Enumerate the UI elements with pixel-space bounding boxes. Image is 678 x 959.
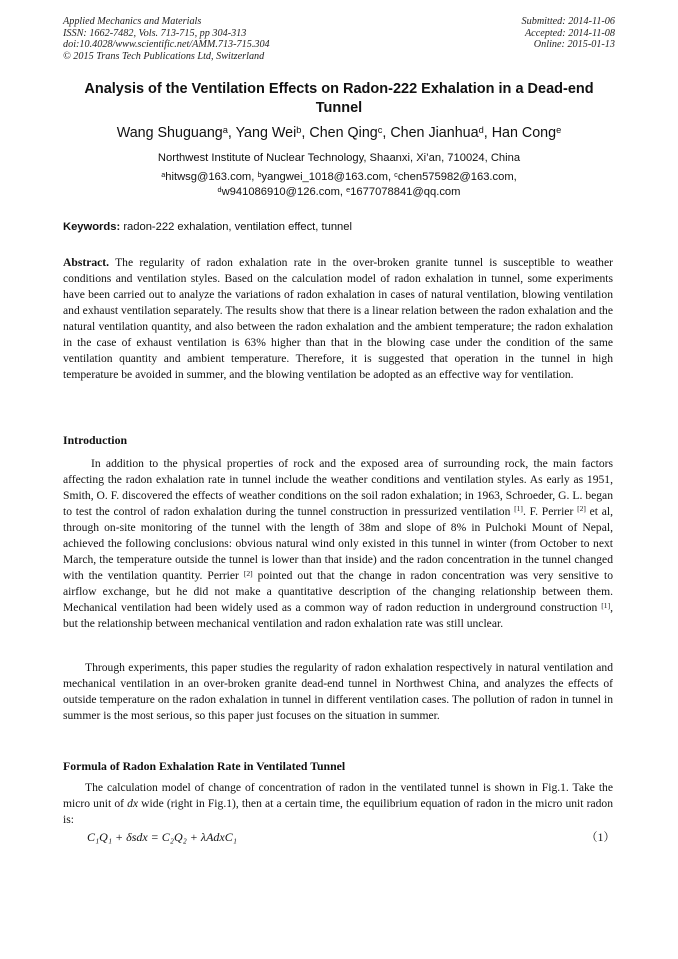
introduction-paragraph-1 xyxy=(63,456,613,633)
author-mark: c xyxy=(377,124,383,135)
submission-dates xyxy=(522,16,615,51)
author-mark: e xyxy=(556,124,562,135)
email-address[interactable]: hitwsg@163.com xyxy=(165,171,252,183)
introduction-heading: Introduction xyxy=(63,433,128,447)
date-online: Online: 2015-01-13 xyxy=(533,39,615,51)
author-name: Wang Shuguang xyxy=(116,125,223,141)
citation[interactable]: [1] xyxy=(601,600,611,610)
journal-copyright: © 2015 Trans Tech Publications Ltd, Switzerland xyxy=(63,50,265,62)
journal-doi: doi:10.4028/www.scientific.net/AMM.713-715.304 xyxy=(63,39,270,51)
formula-text: The calculation model of change of concentration of radon in the ventilated tunnel is shown in Fig.1. Take the micro unit of xyxy=(63,781,613,811)
date-accepted: Accepted: 2014-11-08 xyxy=(524,27,615,39)
email-mark: a xyxy=(161,169,166,179)
journal-name: Applied Mechanics and Materials xyxy=(63,16,202,27)
email-address[interactable]: yangwei_1018@163.com xyxy=(261,171,388,183)
equation-number: （1） xyxy=(586,831,615,844)
affiliation: Northwest Institute of Nuclear Technology, Shaanxi, Xi’an, 710024, China xyxy=(157,152,521,164)
abstract-text: The regularity of radon exhalation rate in the over-broken granite tunnel is susceptible to weather conditions and ventilation styles. Based on the calculation model of radon exhalation in tunnel, some experiments have been carried out to analyze the variations of radon exhalation in cases of natural ventilation, blowing ventilation and exhaust ventilation separately. The results show that there is a linear relation between the radon exhalation and the natural ventilation quantity, and also between the radon exhalation and the ambient temperature; the radon exhalation in the case of exhaust ventilation is 63% higher than that in the blowing case under the condition of the same ventilation quantity and ambient temperature. Therefore, it is suggested that operation in the tunnel in high temperature be avoided in summer, and the blowing ventilation be adopted as an effective way for ventilation. xyxy=(63,256,613,382)
formula-section-heading: Formula of Radon Exhalation Rate in Ventilated Tunnel xyxy=(63,759,346,773)
formula-variable: dx xyxy=(127,797,139,811)
intro-text: et al, through on-site monitoring of the tunnel with the length of 38m and slope of 8% in Pulchoki Mount of Nepal, achieved the following conclusions: obvious natural wind only existed in this tunnel in winter (from October to next March, the temperature outside the tunnel is lower than that inside) and the radon concentration in the tunnel changed with the ventilation quantity. Perrier xyxy=(63,505,613,583)
email-mark: c xyxy=(394,169,398,179)
keywords-label: Keywords: xyxy=(63,221,121,233)
keywords-text: radon-222 exhalation, ventilation effect, tunnel xyxy=(123,221,352,233)
formula-paragraph xyxy=(63,780,613,828)
author-mark: a xyxy=(222,124,228,135)
author-list: Wang Shuguang$^a$, Yang Wei$^b$, Chen Qing$^c$, Chen Jianhua$^d$, Han Cong$^e$ xyxy=(116,124,562,141)
author-name: Han Cong xyxy=(491,125,557,141)
email-mark: b xyxy=(257,169,262,179)
email-mark: e xyxy=(346,184,351,194)
email-mark: d xyxy=(217,184,222,194)
citation[interactable]: [2] xyxy=(243,568,253,578)
citation[interactable]: [2] xyxy=(577,504,586,514)
author-name: Yang Wei xyxy=(235,125,297,141)
intro-text: In addition to the physical properties of rock and the exposed area of surrounding rock, the main factors affecting the radon exhalation rate in tunnel include the weather conditions and ventilation styles. As early as 1951, Smith, O. F. discovered the effects of weather conditions on the soil radon exhalation; in 1963, Schroeder, G. L. began to test the control of radon exhalation during the tunnel construction in pressurized ventilation xyxy=(63,457,613,519)
citation[interactable]: [1] xyxy=(514,504,523,514)
paper-title: Analysis of the Ventilation Effects on Radon-222 Exhalation in a Dead-end Tunnel xyxy=(84,81,594,116)
intro-text: pointed out that the change in radon concentration was very sensitive to airflow exchange, but he did not make a quantitative description of the changing relationship between them. Mechanical ventilation had been widely used as a common way of radon reduction in underground construction xyxy=(63,569,613,615)
email-list: $^a$hitwsg@163.com, $^b$yangwei_1018@163.com, $^c$chen575982@163.com, $^d$w941086910@126.com, $^e$1677078841@qq.com xyxy=(161,169,517,198)
intro-text: , but the relationship between mechanical ventilation and radon exhalation rate was still unclear. xyxy=(63,601,613,631)
journal-issn: ISSN: 1662-7482, Vols. 713-715, pp 304-313 xyxy=(63,27,247,39)
journal-info xyxy=(63,16,270,62)
equation-1: C₁Q₁ + δsdx = C₂Q₂ + λAdxC₁ xyxy=(87,830,237,844)
email-address[interactable]: 1677078841@qq.com xyxy=(350,186,461,198)
author-name: Chen Qing xyxy=(309,125,378,141)
introduction-paragraph-2: Through experiments, this paper studies the regularity of radon exhalation respectively in natural ventilation and mechanical ventilation in an over-broken granite dead-end tunnel in Northwest China, and analyzes the effects of outside temperature on the radon exhalation in tunnel in different ventilation cases. The pollution of radon in tunnel in summer is the most serious, so this paper just focuses on the situation in summer. xyxy=(63,661,613,723)
intro-text: . F. Perrier xyxy=(522,505,578,519)
email-address[interactable]: chen575982@163.com xyxy=(397,171,514,183)
date-submitted: Submitted: 2014-11-06 xyxy=(521,16,615,27)
abstract-label: Abstract. xyxy=(63,256,110,269)
author-mark: d xyxy=(478,124,484,135)
abstract xyxy=(63,255,613,383)
author-name: Chen Jianhua xyxy=(390,125,479,141)
keywords xyxy=(63,220,615,234)
email-address[interactable]: w941086910@126.com xyxy=(221,186,340,198)
formula-text: wide (right in Fig.1), then at a certain time, the equilibrium equation of radon in the micro unit radon is: xyxy=(63,797,613,827)
author-mark: b xyxy=(296,124,302,135)
